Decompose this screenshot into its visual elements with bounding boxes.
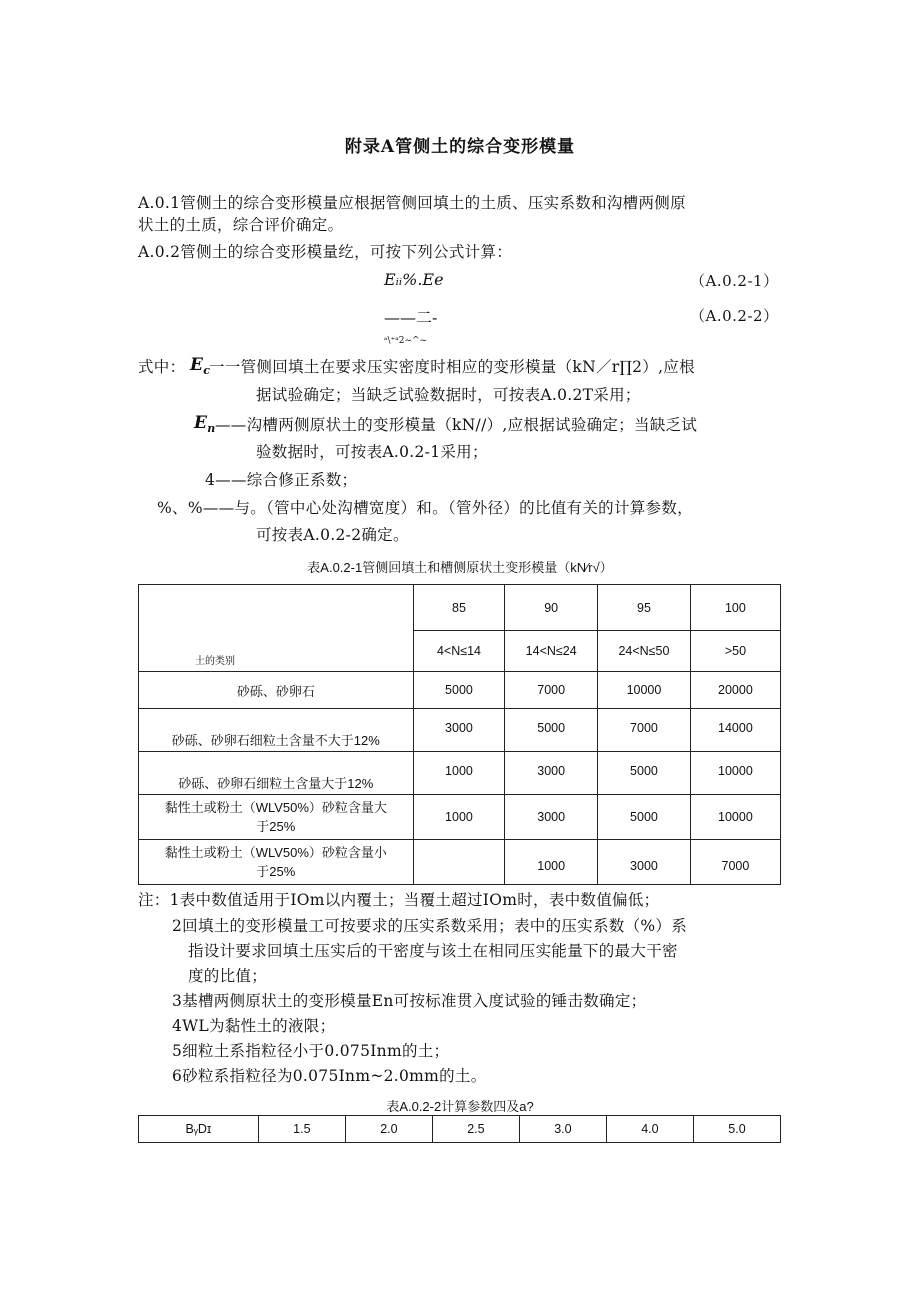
clause-a01-line1: A.0.1管侧土的综合变形模量应根据管侧回填土的土质、压实系数和沟槽两侧原 [138, 194, 686, 212]
cell: 4.0 [606, 1116, 693, 1143]
definition-xi: 4——综合修正系数； [205, 471, 358, 489]
cell: 2.0 [345, 1116, 432, 1143]
row-label: 黏性土或粉土（WLV50%）砂粒含量小 于25% [139, 840, 414, 885]
modulus-table [138, 584, 781, 885]
cell: 10000 [690, 752, 780, 795]
cell: 7000 [505, 672, 598, 709]
table1-blows: 24<N≤50 [598, 631, 691, 672]
note-1: 注：1表中数值适用于IOm以内覆土；当覆土超过IOm时，表中数值偏低； [138, 891, 660, 909]
row-label: 砂砾、砂卵石 [139, 672, 414, 709]
table1-compaction: 100 [690, 585, 780, 631]
cell: 3000 [505, 752, 598, 795]
table1-blows: 14<N≤24 [505, 631, 598, 672]
cell: 2.5 [432, 1116, 519, 1143]
note-6: 6砂粒系指粒径为0.075Inm~2.0mm的土。 [172, 1067, 487, 1085]
table-row [139, 752, 781, 795]
definition-ec-line1: 一一管侧回填土在要求压实密度时相应的变形模量（kN／r∏2）,应根 [209, 358, 695, 376]
definition-en-line1: ——沟槽两侧原状土的变形模量（kN//）,应根据试验确定；当缺乏试 [215, 416, 698, 434]
note-2-line3: 度的比值； [188, 967, 268, 985]
parameter-table [138, 1115, 781, 1143]
cell: 1000 [505, 840, 598, 885]
cell: 10000 [598, 672, 691, 709]
formula-2-denominator: ᵃ\⁺ᵃ2~^~ [384, 336, 428, 346]
page-title: 附录A管侧土的综合变形模量 [344, 137, 576, 157]
clause-a02: A.0.2管侧土的综合变形模量纥，可按下列公式计算： [138, 243, 513, 261]
table1-blows: 4<N≤14 [413, 631, 505, 672]
definition-en-line2: 验数据时，可按表A.0.2-1采用； [256, 443, 488, 461]
table1-blows: >50 [690, 631, 780, 672]
clause-a01-line2: 状土的土质，综合评价确定。 [138, 216, 344, 234]
row-label: 砂砾、砂卵石细粒土含量不大于12% [139, 709, 414, 752]
cell: 5.0 [693, 1116, 780, 1143]
definition-ec-line2: 据试验确定；当缺乏试验数据时，可按表A.0.2T采用； [256, 386, 641, 404]
definition-alpha-line1: %、%——与。（管中心处沟槽宽度）和。（管外径）的比值有关的计算参数， [157, 499, 693, 517]
note-3: 3基槽两侧原状土的变形模量En可按标准贯入度试验的锤击数确定； [172, 992, 647, 1010]
definition-alpha-line2: 可按表A.0.2-2确定。 [256, 526, 409, 544]
equation-number-2: （A.0.2-2） [690, 307, 779, 325]
equation-number-1: （A.0.2-1） [690, 272, 779, 290]
table2-caption: 表A.0.2-2计算参数四及a? [386, 1099, 534, 1114]
definitions-lead: 式中： [138, 358, 186, 376]
cell: 20000 [690, 672, 780, 709]
row-label: 砂砾、砂卵石细粒土含量大于12% [139, 752, 414, 795]
cell: 5000 [505, 709, 598, 752]
cell: 5000 [413, 672, 505, 709]
cell: 3000 [598, 840, 691, 885]
cell: 10000 [690, 795, 780, 840]
table-row [139, 1116, 781, 1143]
cell: 3000 [505, 795, 598, 840]
note-4: 4WL为黏性土的液限； [172, 1017, 336, 1035]
symbol-ec: $E_c$ [190, 355, 211, 378]
table-row [139, 709, 781, 752]
table1-compaction: 90 [505, 585, 598, 631]
table1-header-label: 土的类别 [139, 585, 414, 672]
table-row [139, 672, 781, 709]
formula-2: ——二- [384, 308, 438, 327]
table-row [139, 795, 781, 840]
cell: 1000 [413, 795, 505, 840]
symbol-en: $E_n$ [194, 413, 216, 436]
note-2-line1: 2回填土的变形模量工可按要求的压实系数采用；表中的压实系数（%）系 [172, 917, 687, 935]
row-label: 黏性土或粉土（WLV50%）砂粒含量大 于25% [139, 795, 414, 840]
cell [413, 840, 505, 885]
cell: 5000 [598, 795, 691, 840]
table1-caption: 表A.0.2-1管侧回填土和槽侧原状土变形模量（kN∕r√） [307, 560, 613, 575]
cell: 5000 [598, 752, 691, 795]
cell: 14000 [690, 709, 780, 752]
cell: 3.0 [519, 1116, 606, 1143]
table1-compaction: 85 [413, 585, 505, 631]
cell: 1000 [413, 752, 505, 795]
cell: 1.5 [258, 1116, 345, 1143]
formula-1: Eᵢᵢ%.Ee [384, 270, 444, 289]
cell: 3000 [413, 709, 505, 752]
note-2-line2: 指设计要求回填土压实后的干密度与该土在相同压实能量下的最大干密 [188, 942, 678, 960]
cell: 7000 [598, 709, 691, 752]
table1-compaction: 95 [598, 585, 691, 631]
cell: 7000 [690, 840, 780, 885]
table2-header: BᵧDɪ [139, 1116, 259, 1143]
table-row [139, 840, 781, 885]
note-5: 5细粒土系指粒径小于0.075Inm的土； [172, 1042, 450, 1060]
